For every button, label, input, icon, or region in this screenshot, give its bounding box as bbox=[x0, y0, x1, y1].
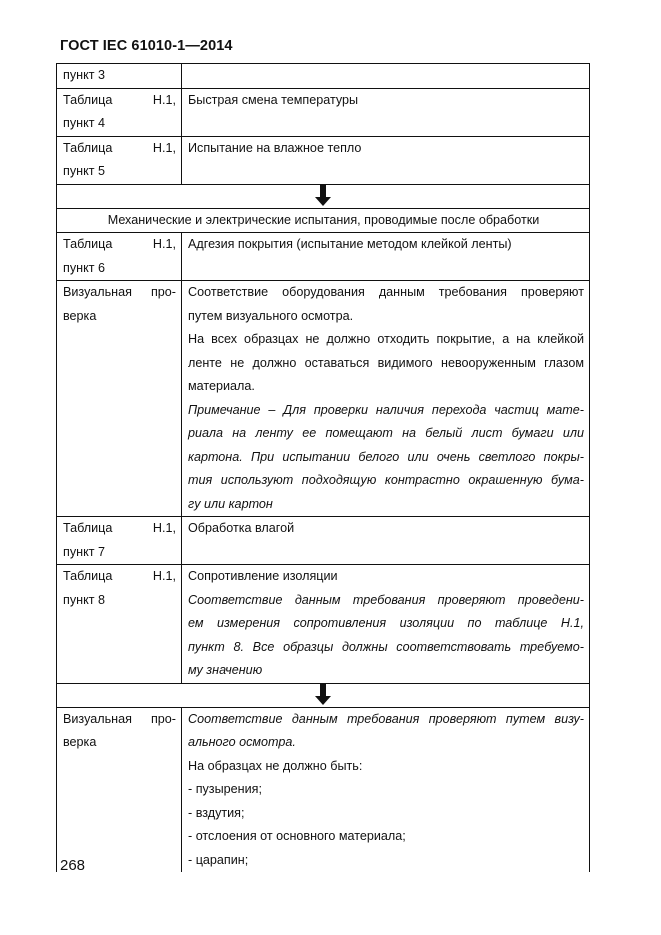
table-row bbox=[57, 88, 590, 136]
text-cell bbox=[182, 64, 590, 89]
table-row bbox=[57, 281, 590, 517]
text-line: ем измерения сопротивления изоляции по таблице Н.1, bbox=[188, 616, 584, 630]
table-row bbox=[57, 64, 590, 89]
cell-text: Быстрая смена температуры bbox=[188, 92, 359, 107]
section-row bbox=[57, 208, 590, 233]
ref-line: пункт 4 bbox=[63, 116, 105, 130]
ref-line: пункт 8 bbox=[63, 592, 105, 607]
ref-word: Таблица bbox=[63, 140, 113, 155]
note-line: тия используют подходящую контрастно окрашенную бума- bbox=[188, 473, 584, 487]
cell-text: Обработка влагой bbox=[188, 521, 295, 535]
text-cell bbox=[182, 565, 590, 684]
ref-hyphen: про- bbox=[150, 285, 176, 299]
ref-cell bbox=[57, 233, 182, 281]
text-line: На образцах не должно быть: bbox=[188, 758, 363, 773]
ref-cell bbox=[57, 136, 182, 184]
table-row bbox=[57, 136, 590, 184]
ref-word: Визуальная bbox=[63, 711, 132, 726]
ref-cell bbox=[57, 707, 182, 872]
text-line: Соответствие данным требования проверяют проведени- bbox=[188, 592, 584, 607]
arrow-row bbox=[57, 184, 590, 208]
note-line: Примечание – Для проверки наличия перехода частиц мате- bbox=[188, 402, 584, 417]
table-row bbox=[57, 565, 590, 684]
text-cell bbox=[182, 136, 590, 184]
ref-word: Визуальная bbox=[63, 285, 132, 299]
ref-line: верка bbox=[63, 735, 97, 749]
down-arrow-icon bbox=[315, 185, 331, 207]
note-line: гу или картон bbox=[188, 496, 273, 511]
ref-number: Н.1, bbox=[152, 521, 176, 535]
ref-cell bbox=[57, 64, 182, 89]
section-title: Механические и электрические испытания, проводимые после обработки bbox=[57, 208, 590, 233]
text-line: На всех образцах не должно отходить покрытие, а на клейкой bbox=[188, 332, 584, 346]
list-item: - отслоения от основного материала; bbox=[188, 829, 406, 843]
ref-line: пункт 3 bbox=[63, 68, 105, 82]
requirements-table bbox=[56, 63, 590, 872]
down-arrow-icon bbox=[315, 684, 331, 706]
text-cell bbox=[182, 281, 590, 517]
text-line: ленте не должно оставаться видимого невооруженным глазом bbox=[188, 355, 584, 370]
ref-line: пункт 5 bbox=[63, 164, 105, 178]
ref-word: Таблица bbox=[63, 237, 113, 251]
document-header: ГОСТ IEC 61010-1—2014 bbox=[60, 38, 233, 54]
cell-title: Сопротивление изоляции bbox=[188, 569, 338, 583]
ref-cell bbox=[57, 565, 182, 684]
text-line: му значению bbox=[188, 663, 263, 677]
cell-text: Адгезия покрытия (испытание методом клейкой ленты) bbox=[188, 237, 512, 251]
arrow-cell bbox=[57, 184, 590, 208]
list-item: - царапин; bbox=[188, 852, 249, 867]
table-row bbox=[57, 233, 590, 281]
ref-word: Таблица bbox=[63, 521, 113, 535]
text-line: материала. bbox=[188, 379, 255, 393]
ref-word: Таблица bbox=[63, 92, 113, 107]
text-line: пункт 8. Все образцы должны соответствовать требуемо- bbox=[188, 639, 584, 654]
ref-cell bbox=[57, 281, 182, 517]
arrow-cell bbox=[57, 683, 590, 707]
ref-hyphen: про- bbox=[150, 711, 176, 726]
note-line: картона. При испытании белого или очень светлого покры- bbox=[188, 449, 584, 464]
cell-text: Испытание на влажное тепло bbox=[188, 140, 362, 155]
text-line: Соответствие данным требования проверяют путем визу- bbox=[188, 711, 584, 726]
list-item: - пузырения; bbox=[188, 782, 262, 796]
text-cell bbox=[182, 707, 590, 872]
ref-line: пункт 7 bbox=[63, 544, 105, 559]
arrow-row bbox=[57, 683, 590, 707]
text-cell bbox=[182, 88, 590, 136]
page-number: 268 bbox=[60, 857, 86, 874]
list-item: - вздутия; bbox=[188, 805, 245, 820]
ref-cell bbox=[57, 88, 182, 136]
text-line: Соответствие оборудования данным требования проверяют bbox=[188, 285, 584, 299]
ref-number: Н.1, bbox=[152, 140, 176, 155]
text-line: ального осмотра. bbox=[188, 735, 296, 749]
text-line: путем визуального осмотра. bbox=[188, 308, 354, 323]
table-row bbox=[57, 707, 590, 872]
ref-line: пункт 6 bbox=[63, 260, 105, 275]
note-line: риала на ленту ее помещают на белый лист бумаги или bbox=[188, 426, 584, 440]
ref-cell bbox=[57, 517, 182, 565]
table-row bbox=[57, 517, 590, 565]
ref-number: Н.1, bbox=[152, 237, 176, 251]
ref-word: Таблица bbox=[63, 569, 113, 583]
ref-number: Н.1, bbox=[152, 92, 176, 107]
text-cell bbox=[182, 233, 590, 281]
ref-number: Н.1, bbox=[152, 569, 176, 583]
ref-line: верка bbox=[63, 308, 97, 323]
text-cell bbox=[182, 517, 590, 565]
